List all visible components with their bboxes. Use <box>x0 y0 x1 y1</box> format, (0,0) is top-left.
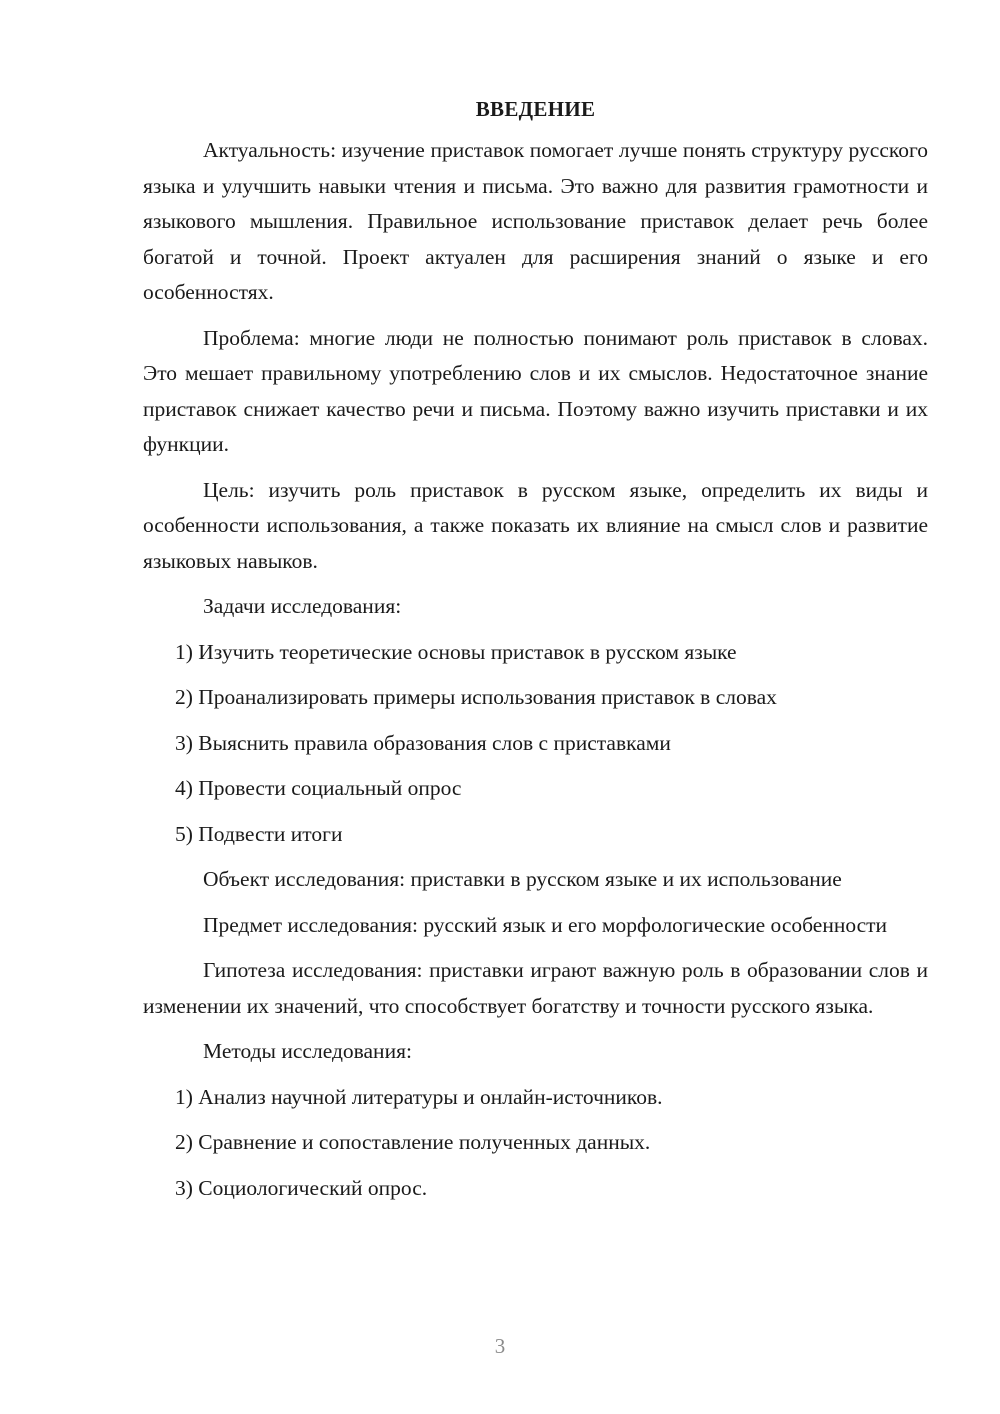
list-item: 1) Изучить теоретические основы приставок в русском языке <box>175 639 737 664</box>
list-item: 5) Подвести итоги <box>175 821 343 846</box>
list-item: 2) Сравнение и сопоставление полученных данных. <box>175 1130 651 1154</box>
tasks-list <box>143 635 928 853</box>
object-paragraph: Объект исследования: приставки в русском языке и их использование <box>203 867 842 891</box>
page-number: 3 <box>494 1334 506 1358</box>
goal-paragraph: Цель: изучить роль приставок в русском языке, определить их виды и особенности использования, а также показать их влияние на смысл слов и развитие языковых навыков. <box>143 477 928 573</box>
tasks-heading: Задачи исследования: <box>203 594 402 618</box>
list-item: 1) Анализ научной литературы и онлайн-источников. <box>175 1084 663 1109</box>
list-item: 3) Выяснить правила образования слов с приставками <box>175 730 671 755</box>
problem-paragraph: Проблема: многие люди не полностью понимают роль приставок в словах. Это мешает правильному употреблению слов и их смыслов. Недостаточное знание приставок снижает качество речи и письма. Поэтому важно изучить приставки и их функции. <box>143 325 928 456</box>
subject-paragraph: Предмет исследования: русский язык и его морфологические особенности <box>203 912 888 937</box>
page-title: ВВЕДЕНИЕ <box>475 97 596 121</box>
hypothesis-paragraph: Гипотеза исследования: приставки играют важную роль в образовании слов и изменении их значений, что способствует богатству и точности русского языка. <box>143 958 928 1018</box>
list-item: 2) Проанализировать примеры использования приставок в словах <box>175 685 777 709</box>
methods-list <box>143 1080 928 1207</box>
document-page <box>143 92 928 1216</box>
list-item: 3) Социологический опрос. <box>175 1175 428 1200</box>
list-item: 4) Провести социальный опрос <box>175 776 462 800</box>
methods-heading: Методы исследования: <box>203 1039 412 1063</box>
relevance-paragraph: Актуальность: изучение приставок помогает лучше понять структуру русского языка и улучшить навыки чтения и письма. Это важно для развития грамотности и языкового мышления. Правильное использование приставок делает речь более богатой и точной. Проект актуален для расширения знаний о языке и его особенностях. <box>143 138 928 304</box>
